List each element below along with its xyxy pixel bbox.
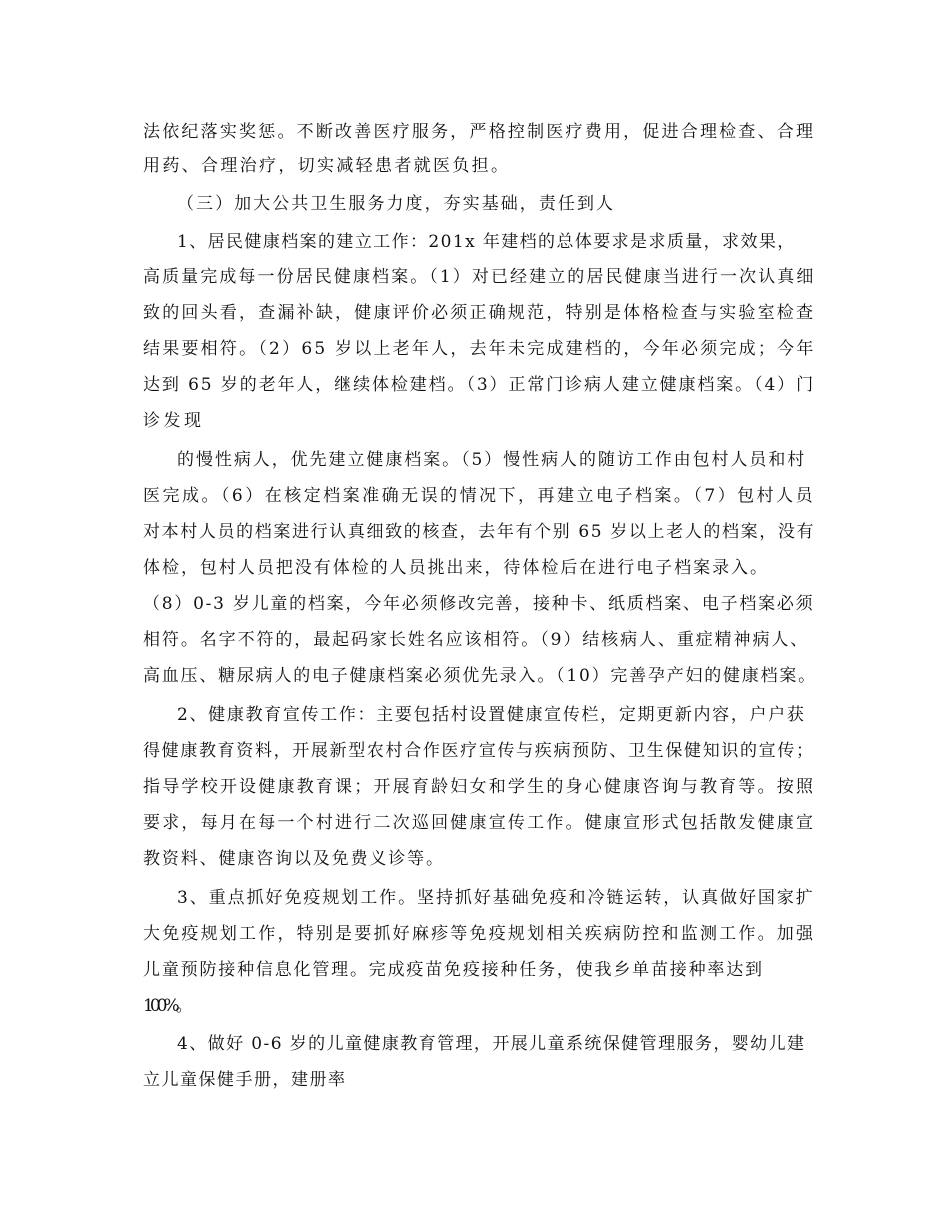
text-line: 儿童预防接种信息化管理。完成疫苗免疫接种任务，使我乡单苗接种率达到 xyxy=(143,960,764,980)
text-line: 医完成。（6）在核定档案准确无误的情况下，再建立电子档案。（7）包村人员 xyxy=(143,486,816,506)
text-line: 要求，每月在每一个村进行二次巡回健康宣传工作。健康宣形式包括散发健康宣 xyxy=(143,813,816,833)
text-line: 结果要相符。（2）65 岁以上老年人，去年未完成建档的，今年必须完成；今年 xyxy=(143,339,816,359)
text-line: 诊发现 xyxy=(143,411,205,431)
text-line: 3、重点抓好免疫规划工作。坚持抓好基础免疫和冷链运转，认真做好国家扩 xyxy=(177,888,815,908)
text-line: 指导学校开设健康教育课；开展育龄妇女和学生的身心健康咨询与教育等。按照 xyxy=(143,777,816,797)
text-line: 1、居民健康档案的建立工作：201x 年建档的总体要求是求质量，求效果， xyxy=(177,232,796,252)
text-line: 对本村人员的档案进行认真细致的核查，去年有个别 65 岁以上老人的档案，没有 xyxy=(143,522,816,542)
text-line: 达到 65 岁的老年人，继续体检建档。（3）正常门诊病人建立健康档案。（4）门 xyxy=(143,375,815,395)
text-line: 法依纪落实奖惩。不断改善医疗服务，严格控制医疗费用，促进合理检查、合理 xyxy=(143,122,816,142)
text-line: 2、健康教育宣传工作：主要包括村设置健康宣传栏，定期更新内容，户户获 xyxy=(177,705,806,725)
text-line: 用药、合理治疗，切实减轻患者就医负担。 xyxy=(143,156,511,176)
text-line: 的慢性病人，优先建立健康档案。（5）慢性病人的随访工作由包村人员和村 xyxy=(177,450,807,470)
text-line: 大免疫规划工作，特别是要抓好麻疹等免疫规划相关疾病防控和监测工作。加强 xyxy=(143,924,816,944)
text-line: 体检，包村人员把没有体检的人员挑出来，待体检后在进行电子档案录入。 xyxy=(143,558,769,578)
text-line: 致的回头看，查漏补缺，健康评价必须正确规范，特别是体格检查与实验室检查 xyxy=(143,303,816,323)
text-line: （8）0-3 岁儿童的档案，今年必须修改完善，接种卡、纸质档案、电子档案必须 xyxy=(143,594,815,614)
section-heading: （三）加大公共卫生服务力度，夯实基础，责任到人 xyxy=(177,194,616,214)
text-line: 教资料、健康咨询以及免费义诊等。 xyxy=(143,849,445,869)
text-line: 立儿童保健手册，建册率 xyxy=(143,1070,347,1090)
text-line: 得健康教育资料，开展新型农村合作医疗宣传与疾病预防、卫生保健知识的宣传； xyxy=(143,741,815,761)
text-line: 100%。 xyxy=(143,996,189,1016)
text-line: 高质量完成每一份居民健康档案。（1）对已经建立的居民健康当进行一次认真细 xyxy=(143,267,816,287)
text-line: 高血压、糖尿病人的电子健康档案必须优先录入。（10）完善孕产妇的健康档案。 xyxy=(143,666,817,686)
text-line: 4、做好 0-6 岁的儿童健康教育管理，开展儿童系统保健管理服务，婴幼儿建 xyxy=(177,1034,806,1054)
text-line: 相符。名字不符的，最起码家长姓名应该相符。（9）结核病人、重症精神病人、 xyxy=(143,630,810,650)
